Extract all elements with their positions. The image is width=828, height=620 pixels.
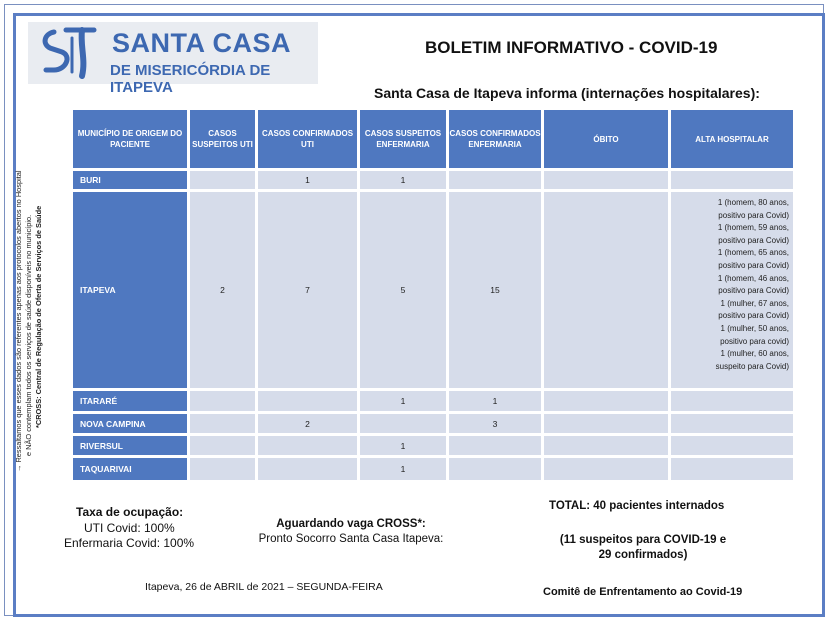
table-row (73, 458, 793, 480)
alta-line: positivo para Covid) (718, 210, 789, 220)
cell-obito (544, 391, 668, 411)
cell-municipio: NOVA CAMPINA (73, 414, 187, 433)
alta-line: 1 (homem, 80 anos, (717, 198, 789, 207)
cell-confirmados-enfermaria: 1 (449, 391, 541, 411)
page-subtitle: Santa Casa de Itapeva informa (internações hospitalares): (374, 85, 760, 101)
cell-suspeitos-enfermaria: 1 (360, 436, 446, 455)
alta-line: 1 (mulher, 50 anos, (720, 323, 789, 333)
table-row (73, 192, 793, 388)
cell-suspeitos-uti (190, 414, 255, 433)
cell-confirmados-uti (258, 391, 357, 411)
cell-obito (544, 414, 668, 433)
report-date: Itapeva, 26 de ABRIL de 2021 – SEGUNDA-FEIRA (145, 581, 383, 593)
cell-alta (671, 391, 793, 411)
header-alta: ALTA HOSPITALAR (671, 110, 793, 168)
cell-obito (544, 192, 668, 388)
cell-alta (671, 436, 793, 455)
alta-line: 1 (homem, 65 anos, (717, 248, 789, 258)
cross-title: Aguardando vaga CROSS*: (276, 518, 426, 530)
page-title: BOLETIM INFORMATIVO - COVID-19 (425, 38, 718, 57)
total-patients: TOTAL: 40 pacientes internados (549, 500, 725, 512)
alta-line: positivo para Covid) (718, 286, 789, 296)
cell-municipio: ITAPEVA (73, 192, 187, 388)
cell-confirmados-uti: 1 (258, 171, 357, 189)
cross-text: Pronto Socorro Santa Casa Itapeva: (258, 533, 444, 545)
cell-municipio: ITARARÉ (73, 391, 187, 411)
occupancy-block (64, 505, 204, 552)
header-suspeitos-enfermaria: CASOS SUSPEITOS ENFERMARIA (360, 110, 446, 168)
table-row (73, 171, 793, 189)
cell-obito (544, 171, 668, 189)
cell-confirmados-enfermaria (449, 171, 541, 189)
cell-municipio: RIVERSUL (73, 436, 187, 455)
cell-municipio: BURI (73, 171, 187, 189)
cell-alta (671, 458, 793, 480)
cell-confirmados-enfermaria (449, 458, 541, 480)
cell-obito (544, 458, 668, 480)
logo-title: SANTA CASA (112, 28, 291, 58)
alta-line: 1 (mulher, 60 anos, (720, 349, 789, 359)
cell-suspeitos-enfermaria (360, 414, 446, 433)
occupancy-uti: UTI Covid: 100% (84, 520, 175, 535)
header-suspeitos-uti: CASOS SUSPEITOS UTI (190, 110, 255, 168)
disclaimer-line-3: *CROSS: Central de Regulação de Oferta de Serviços de Saúde (34, 205, 43, 428)
occupancy-enfermaria: Enfermaria Covid: 100% (64, 536, 195, 550)
cell-alta-list (671, 192, 793, 388)
occupancy-title: Taxa de ocupação: (76, 505, 184, 519)
cell-confirmados-uti: 7 (258, 192, 357, 388)
cell-confirmados-enfermaria: 3 (449, 414, 541, 433)
side-disclaimer (14, 92, 44, 472)
cell-suspeitos-uti (190, 171, 255, 189)
cell-suspeitos-uti (190, 391, 255, 411)
table-row (73, 436, 793, 455)
header-municipio: MUNICÍPIO DE ORIGEM DO PACIENTE (73, 110, 187, 168)
table-row (73, 414, 793, 433)
header-obito: ÓBITO (544, 110, 668, 168)
cell-suspeitos-uti (190, 458, 255, 480)
cell-suspeitos-uti: 2 (190, 192, 255, 388)
alta-line: suspeito para Covid) (715, 361, 789, 371)
cell-suspeitos-enfermaria: 1 (360, 458, 446, 480)
cell-suspeitos-enfermaria: 1 (360, 391, 446, 411)
hospitalization-table (70, 107, 796, 483)
cell-alta (671, 414, 793, 433)
cell-suspeitos-enfermaria: 1 (360, 171, 446, 189)
cell-obito (544, 436, 668, 455)
cell-confirmados-uti (258, 458, 357, 480)
header-confirmados-enfermaria: CASOS CONFIRMADOS ENFERMARIA (449, 110, 541, 168)
santa-casa-logo-icon (36, 26, 106, 82)
alta-line: 1 (mulher, 67 anos, (720, 298, 789, 308)
committee-name: Comitê de Enfrentamento ao Covid-19 (543, 586, 743, 598)
total-detail-line-1: (11 suspeitos para COVID-19 e (559, 534, 727, 546)
disclaimer-line-2: e NÃO contemplam todos os serviços de saúde disponíveis no município. (24, 214, 33, 456)
cell-suspeitos-uti (190, 436, 255, 455)
table-header-row (73, 110, 793, 168)
cell-suspeitos-enfermaria: 5 (360, 192, 446, 388)
cross-block (236, 517, 466, 547)
table-row (73, 391, 793, 411)
cell-confirmados-enfermaria: 15 (449, 192, 541, 388)
alta-line: 1 (homem, 46 anos, (717, 273, 789, 283)
cell-confirmados-uti (258, 436, 357, 455)
alta-line: positivo para covid) (720, 336, 789, 346)
header-confirmados-uti: CASOS CONFIRMADOS UTI (258, 110, 357, 168)
santa-casa-logo (28, 22, 318, 96)
total-detail (540, 533, 746, 563)
disclaimer-line-1: → Ressaltamos que esses dados são referentes apenas aos protocolos abertos no Hospital (14, 170, 23, 472)
cell-alta (671, 171, 793, 189)
alta-line: positivo para Covid) (718, 311, 789, 321)
cell-confirmados-uti: 2 (258, 414, 357, 433)
cell-confirmados-enfermaria (449, 436, 541, 455)
alta-line: positivo para Covid) (718, 260, 789, 270)
logo-subtitle: DE MISERICÓRDIA DE ITAPEVA (110, 62, 271, 96)
alta-line: positivo para Covid) (718, 235, 789, 245)
total-detail-line-2: 29 confirmados) (598, 549, 688, 561)
alta-line: 1 (homem, 59 anos, (717, 223, 789, 233)
cell-municipio: TAQUARIVAI (73, 458, 187, 480)
